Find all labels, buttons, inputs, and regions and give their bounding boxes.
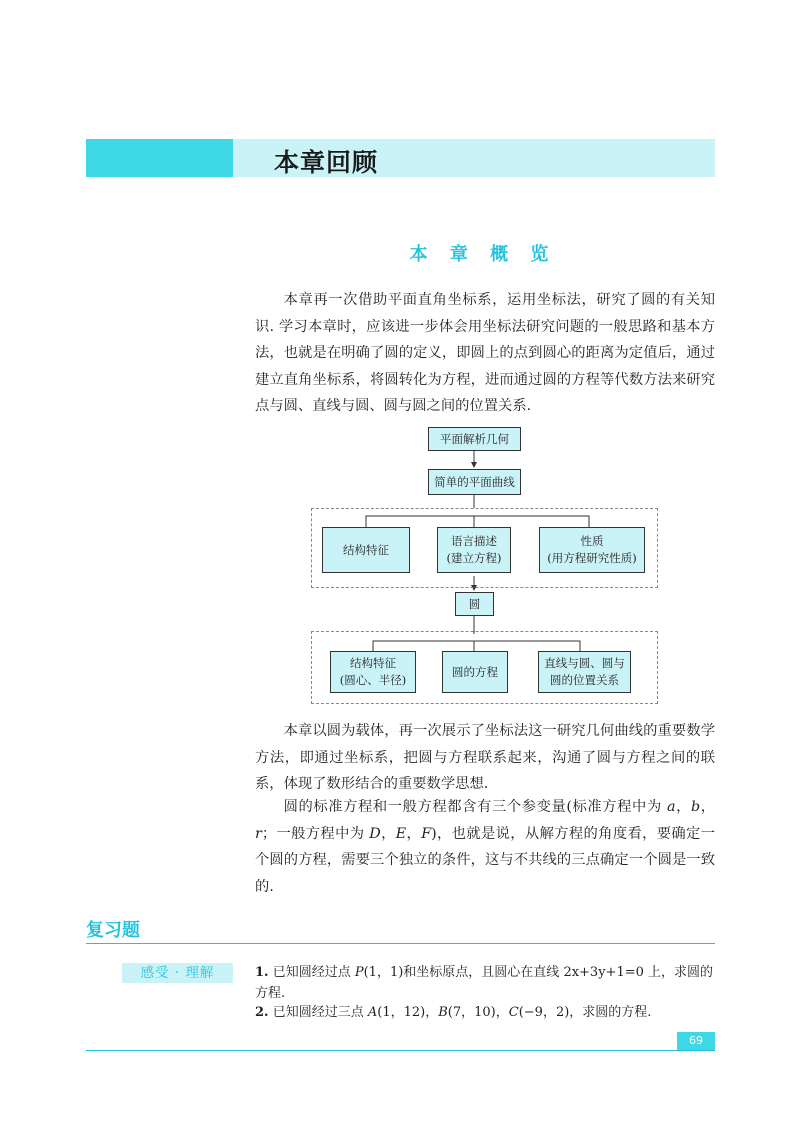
review-title: 复习题: [86, 920, 140, 941]
exercise-2: 2. 已知圆经过三点 A(1，12)，B(7，10)，C(−9，2)，求圆的方程.: [255, 1005, 652, 1020]
flow-node-curve: 简单的平面曲线: [428, 469, 521, 495]
overview-paragraph-1: [255, 287, 715, 420]
header-band-accent: [86, 139, 233, 177]
exercise-category-tag: 感受 · 理解: [122, 963, 233, 983]
paragraph-text: 圆的标准方程和一般方程都含有三个参变量(标准方程中为 a，b，r；一般方程中为 D，E，F)，也就是说，从解方程的角度看，要确定一个圆的方程，需要三个独立的条件，这与不共线的三点确定一个圆是一致的.: [255, 799, 716, 895]
footer-divider: [86, 1050, 715, 1051]
overview-paragraph-2: [255, 718, 715, 798]
paragraph-text: 本章再一次借助平面直角坐标系，运用坐标法，研究了圆的有关知识. 学习本章时，应该进一步体会用坐标法研究问题的一般思路和基本方法，也就是在明确了圆的定义，即圆上的点到圆心的距离为定值后，通过建立直角坐标系，将圆转化为方程，进而通过圆的方程等代数方法来研究点与圆、直线与圆、圆与圆之间的位置关系.: [255, 292, 715, 414]
branch-connector: [373, 641, 580, 651]
branch-connector: [366, 516, 589, 527]
exercise-1: 1. 已知圆经过点 P(1，1)和坐标原点，且圆心在直线 2x+3y+1=0 上，求圆的方程.: [255, 965, 714, 1001]
page-number: 69: [677, 1032, 715, 1050]
flowchart-group-1: [311, 508, 658, 588]
exercise-number: 2.: [255, 1005, 269, 1020]
flow-node-description: 语言描述 (建立方程): [437, 527, 511, 573]
overview-paragraph-3: [255, 794, 715, 900]
chapter-title: 本章回顾: [274, 148, 379, 177]
flow-node-structure: 结构特征: [322, 527, 410, 573]
paragraph-text: 本章以圆为载体，再一次展示了坐标法这一研究几何曲线的重要数学方法，即通过坐标系，把圆与方程联系起来，沟通了圆与方程之间的联系，体现了数形结合的重要数学思想.: [255, 723, 715, 792]
review-divider: [86, 943, 715, 944]
flow-node-position-relations: 直线与圆、圆与 圆的位置关系: [538, 651, 631, 693]
flow-node-circle: 圆: [455, 592, 494, 616]
overview-title: 本 章 概 览: [409, 244, 557, 265]
flow-node-top: 平面解析几何: [428, 427, 521, 451]
flowchart-group-2: [311, 631, 658, 704]
flow-node-circle-equation: 圆的方程: [442, 651, 508, 693]
flow-node-circle-structure: 结构特征 (圆心、半径): [330, 651, 416, 693]
flow-node-properties: 性质 (用方程研究性质): [539, 527, 645, 573]
exercise-number: 1.: [255, 965, 269, 980]
